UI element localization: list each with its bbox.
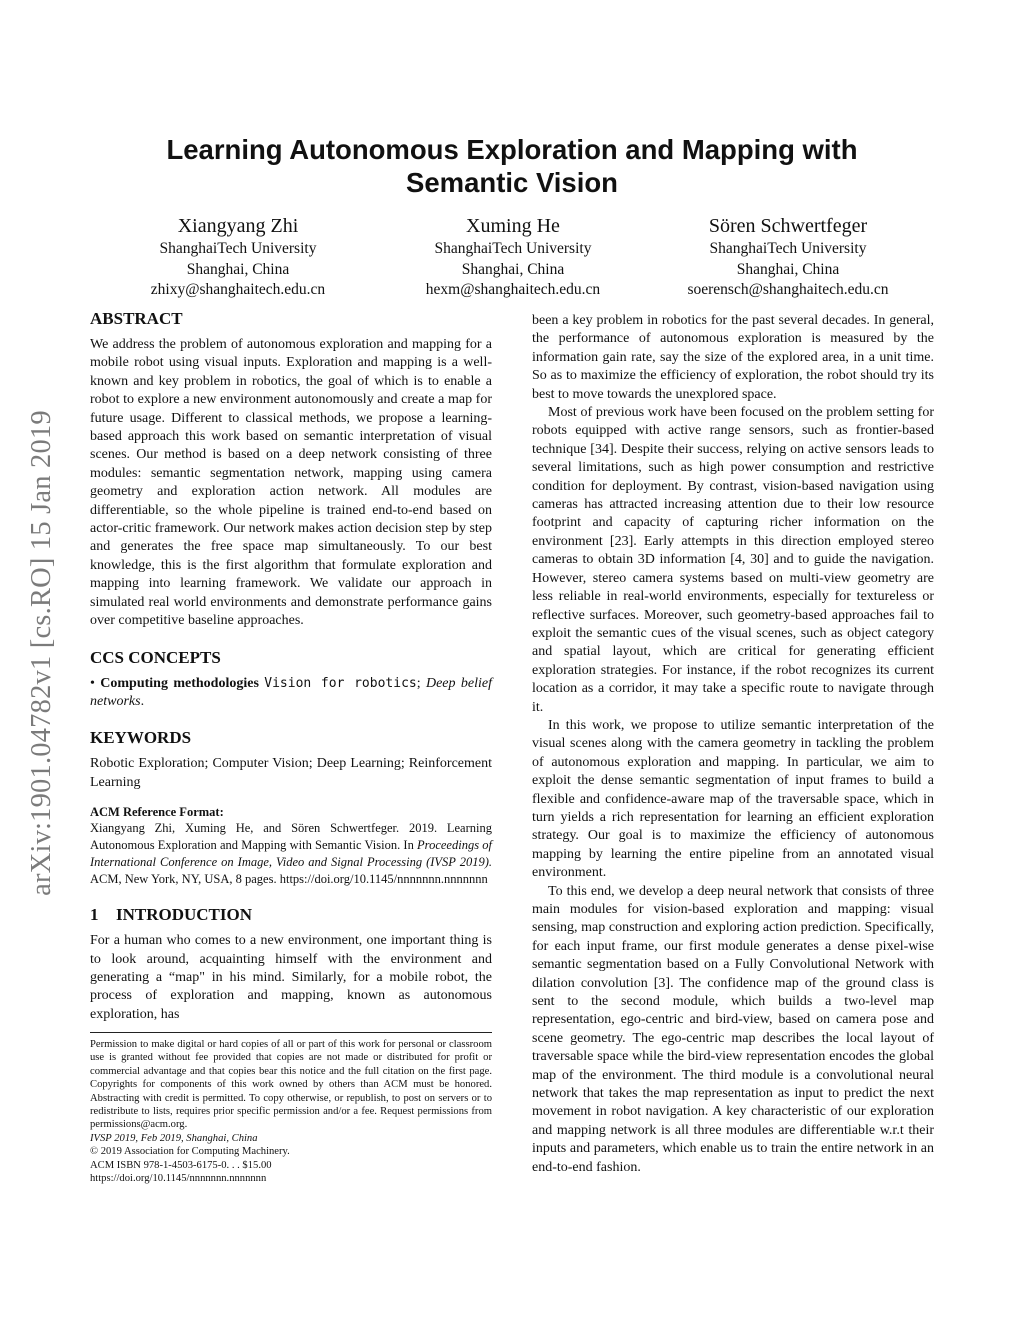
right-column [532,312,934,1177]
acm-reference-venue: Proceedings of International Conference on Image, Video and Signal Processing (IVSP 2019). [90,838,492,870]
author-block-1 [88,213,388,301]
author-email: hexm@shanghaitech.edu.cn [425,281,601,298]
keywords-text: Robotic Exploration; Computer Vision; Deep Learning; Reinforcement Learning [90,756,492,790]
ccs-category: Computing methodologies [100,675,259,691]
arxiv-identifier-text: arXiv:1901.04782v1 [cs.RO] 15 Jan 2019 [26,409,57,896]
author-email: soerensch@shanghaitech.edu.cn [687,281,889,298]
author-location: Shanghai, China [736,260,840,278]
author-name: Sören Schwertfeger [708,215,868,237]
acm-reference-heading: ACM Reference Format: [90,805,224,820]
intro-paragraph-3: In this work, we propose to utilize semantic interpretation of the visual scenes along with the camera geometry in tackling the problem of autonomous exploration and mapping. In particular, we aim to exploit the dense semantic segmentation of input frames to build a flexible and confidence-aware map of the traversable space, which in turn yields a rich representation for learning an efficient exploration strategy. Our goal is to maximize the efficiency of autonomous mapping by learning the entire pipeline from an annotated visual environment. [532,717,934,881]
abstract-text: We address the problem of autonomous exploration and mapping for a mobile robot using visual inputs. Exploration and mapping is a well-known and key problem in robotics, the goal of which is to enable a robot to explore a new environment autonomously and create a map for future usage. Different to classical methods, we propose a learning-based approach this work based on semantic interpretation of visual scenes. Our method is based on a deep network consisting of three modules: semantic segmentation network, mapping using camera geometry and exploration action network. All modules are differentiable, so the whole pipeline is trained end-to-end based on actor-critic framework. Our network makes action decision step by step and generates the free space map simultaneously. To our best knowledge, this is the first algorithm that formulate exploration and mapping into learning framework. We validate our approach in simulated real world environments and demonstrate performance gains over competitive baseline approaches. [90,337,492,629]
intro-paragraph-1-continued: been a key problem in robotics for the past several decades. In general, the performance of autonomous exploration is measured by the information gain rate, say the size of the explored area, in a unit time. So as to maximize the efficiency of exploration, the robot should try its best to move towards the unexplored space. [532,313,934,402]
intro-paragraph-1: For a human who comes to a new environment, one important thing is to look around, acquainting himself with the environment and generating a “map" in his mind. Similarly, for a mobile robot, the process of exploration and mapping, known as autonomous exploration, has [90,933,492,1022]
copyright-footnote [90,1032,492,1185]
conference-line: IVSP 2019, Feb 2019, Shanghai, China [90,1132,258,1144]
ccs-concept-2: Deep belief networks [90,675,492,709]
acm-reference-publisher: ACM, New York, NY, USA, 8 pages. https://doi.org/10.1145/nnnnnnn.nnnnnnn [90,872,488,887]
author-name: Xiangyang Zhi [177,215,299,237]
ccs-end: . [140,693,145,709]
abstract-heading: ABSTRACT [90,309,183,328]
ccs-bullet: • [90,675,95,691]
ccs-separator: ; [416,675,421,691]
acm-reference-authors: Xiangyang Zhi, Xuming He, and Sören Schwertfeger. 2019. Learning Autonomous Exploration and Mapping with Semantic Vision. In [90,821,492,853]
permission-notice: Permission to make digital or hard copies of all or part of this work for personal or classroom use is granted without fee provided that copies are not made or distributed for profit or commercial advantage and that copies bear this notice and the full citation on the first page. Copyrights for components of this work owned by others than ACM must be honored. Abstracting with credit is permitted. To copy otherwise, or republish, to post on servers or to redistribute to lists, requires prior specific permission and/or a fee. Request permissions from permissions@acm.org. [90,1039,492,1131]
author-location: Shanghai, China [186,260,290,278]
ccs-concept: Vision for robotics [264,675,417,691]
author-affiliation: ShanghaiTech University [709,240,867,257]
author-affiliation: ShanghaiTech University [434,240,592,257]
paper-title: Learning Autonomous Exploration and Mapping with Semantic Vision [166,134,858,198]
copyright-line: © 2019 Association for Computing Machinery. [90,1146,290,1158]
intro-heading [90,904,492,926]
doi-line: https://doi.org/10.1145/nnnnnnn.nnnnnnn [90,1173,267,1185]
author-name: Xuming He [466,215,560,237]
ccs-heading: CCS CONCEPTS [90,647,221,667]
arxiv-identifier [18,360,66,945]
author-email: zhixy@shanghaitech.edu.cn [150,281,326,298]
intro-paragraph-4: To this end, we develop a deep neural network that consists of three main modules for vision-based exploration and mapping: visual sensing, map construction and exploring action prediction. Specifically, for each input frame, our first module generates a dense pixel-wise semantic segmentation based on a Fully Convolutional Network with dilation convolution [3]. The confidence map of the ground class is sent to the second module, which builds a two-level map representation, ego-centric and bird-view, based on camera pose and scene geometry. The ego-centric map describes the local layout of traversable space while the bird-view representation encodes the global map of the environment. The third module is a convolutional neural network that takes the map representation as input to predict the next movement in robot navigation. A key characteristic of our exploration and mapping network is all three modules are differentiable w.r.t their inputs and parameters, which enable us to train the entire network in an end-to-end fashion. [532,883,934,1175]
intro-paragraph-2: Most of previous work have been focused on the problem setting for robots equipped with active range sensors, such as frontier-based technique [34]. Despite their success, relying on active sensors leads to several limitations, such as high power consumption and restrictive condition for deployment. By contrast, vision-based navigation using cameras has attracted increasing attention due to their low resource footprint and capacity of capturing richer information on the environment [23]. Early attempts in this direction employed stereo cameras to obtain 3D information [4, 30] and to guide the navigation. However, stereo camera systems based on multi-view geometry are less reliable in real-world environments, especially for textureless or reflective surfaces. Moreover, such geometry-based approaches fail to exploit the semantic cues of the visual scenes, such as object category and spatial layout, which are critical for generating efficient exploration strategies. For instance, if the robot recognizes its current location as a corridor, it may take a specific route to navigate through it. [532,405,934,715]
left-column [90,308,492,1024]
author-block-2 [363,213,663,301]
author-location: Shanghai, China [461,260,565,278]
acm-reference-text [90,820,492,888]
ccs-concepts [90,675,492,712]
author-block-3 [638,213,938,301]
keywords-heading: KEYWORDS [90,728,192,748]
isbn-line: ACM ISBN 978-1-4503-6175-0. . . $15.00 [90,1159,272,1171]
intro-number: 1 [90,905,99,925]
author-affiliation: ShanghaiTech University [159,240,317,257]
intro-title: INTRODUCTION [116,905,253,925]
